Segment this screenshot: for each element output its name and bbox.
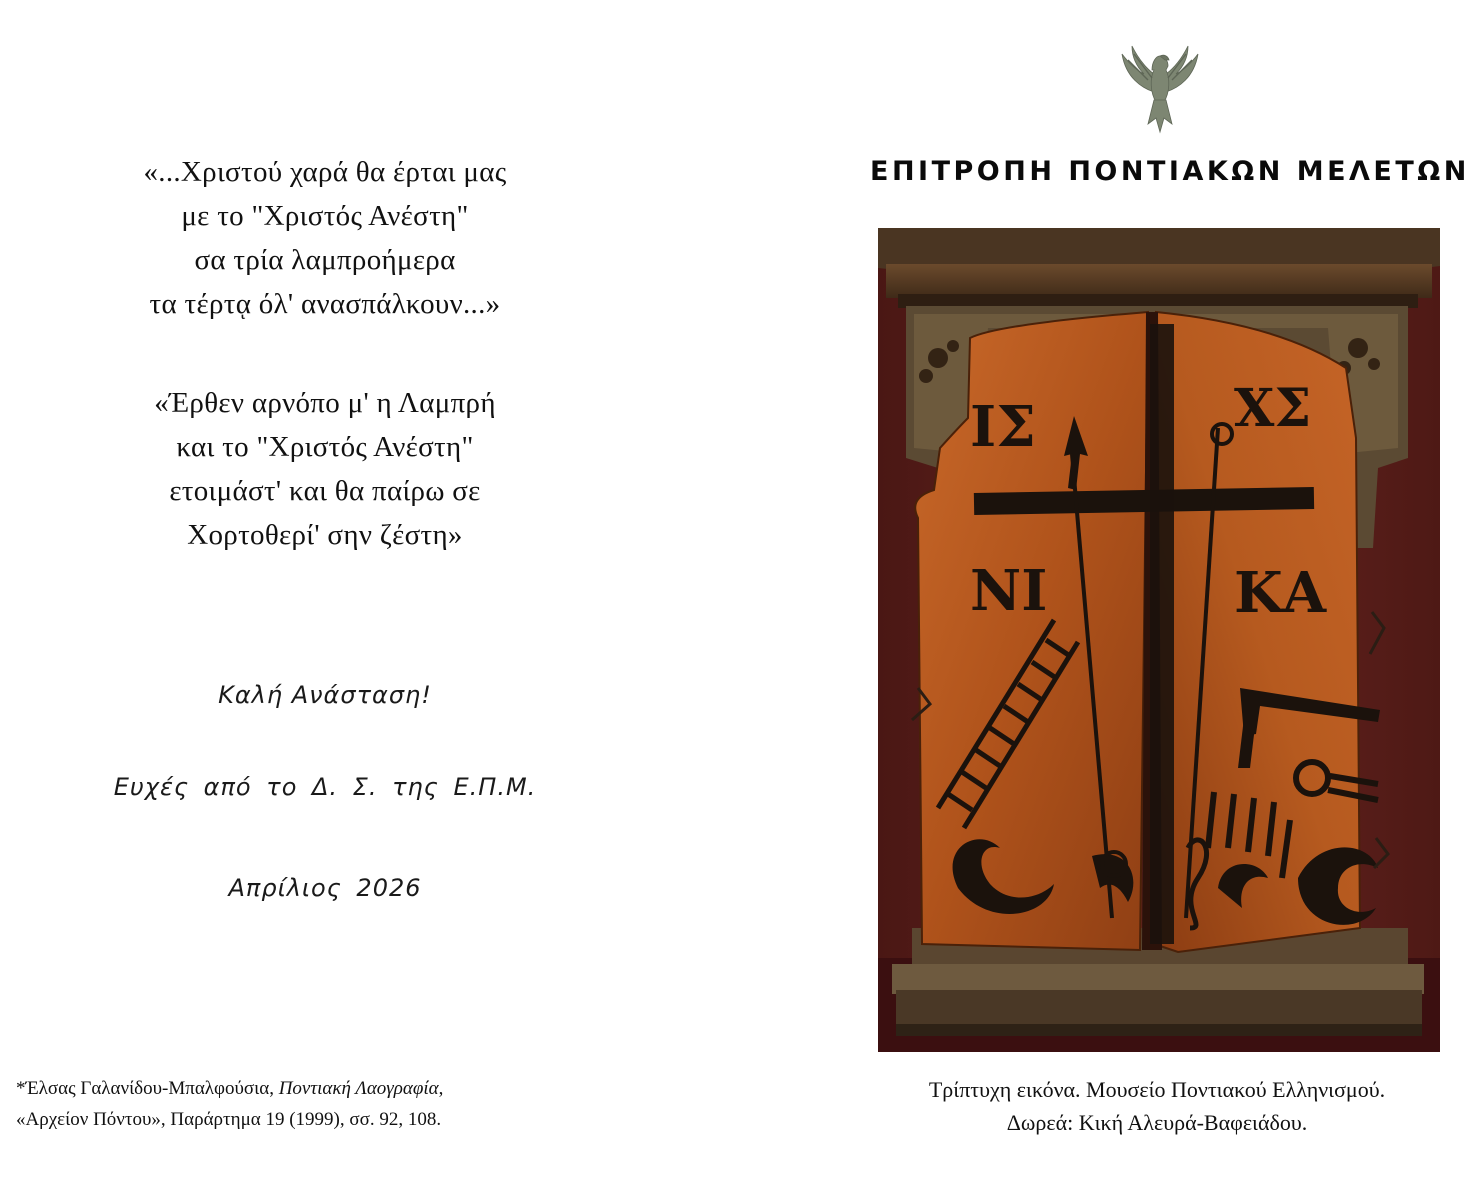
card-date: Απρίλιος 2026 xyxy=(228,874,422,902)
poem-stanza-2 xyxy=(95,381,555,557)
poem-line: Χορτοθερί' σην ζέστη» xyxy=(187,519,463,551)
poem-line: και το "Χριστός Ανέστη" xyxy=(176,431,474,463)
footnote-citation xyxy=(16,1073,656,1135)
poem-line: με το "Χριστός Ανέστη" xyxy=(181,200,469,232)
icon-letters-mid-right: ΚΑ xyxy=(1234,560,1327,626)
footnote-author: *Έλσας Γαλανίδου-Μπαλφούσια, xyxy=(16,1078,279,1099)
eagle-emblem-icon xyxy=(1114,40,1206,136)
poem-line: «...Χριστού χαρά θα έρται μας xyxy=(143,156,507,188)
poem-line: τα τέρτᾳ όλ' ανασπάλκουν...» xyxy=(149,288,501,320)
triptych-icon-photo xyxy=(878,228,1440,1052)
poem-line: «Έρθεν αρνόπο μ' η Λαμπρή xyxy=(154,387,496,419)
icon-letters-top-left: ΙΣ xyxy=(970,394,1036,460)
triptych-illustration xyxy=(878,228,1440,1052)
photo-caption xyxy=(842,1073,1472,1139)
poem-line: σα τρία λαμπροήμερα xyxy=(194,244,456,276)
icon-letters-mid-left: ΝΙ xyxy=(970,558,1048,624)
icon-letters-top-right: ΧΣ xyxy=(1234,378,1312,439)
footnote-line-1 xyxy=(16,1073,656,1104)
caption-line: Τρίπτυχη εικόνα. Μουσείο Ποντιακού Ελληνισμού. xyxy=(928,1077,1386,1102)
easter-greeting: Καλή Ανάσταση! xyxy=(218,681,432,709)
poem-stanza-1 xyxy=(95,150,555,326)
footnote-line-2: «Αρχείον Πόντου», Παράρτημα 19 (1999), σσ. 92, 108. xyxy=(16,1109,442,1130)
footnote-book-title: Ποντιακή Λαογραφία xyxy=(278,1078,439,1099)
footnote-punct: , xyxy=(438,1078,444,1099)
caption-line: Δωρεά: Κική Αλευρά-Βαφειάδου. xyxy=(1006,1110,1308,1135)
poem-line: ετοιμάστ' και θα παίρω σε xyxy=(169,475,481,507)
organization-title: ΕΠΙΤΡΟΠΗ ΠΟΝΤΙΑΚΩΝ ΜΕΛΕΤΩΝ xyxy=(870,156,1470,187)
wishes-signature: Ευχές από το Δ. Σ. της Ε.Π.Μ. xyxy=(113,773,537,801)
